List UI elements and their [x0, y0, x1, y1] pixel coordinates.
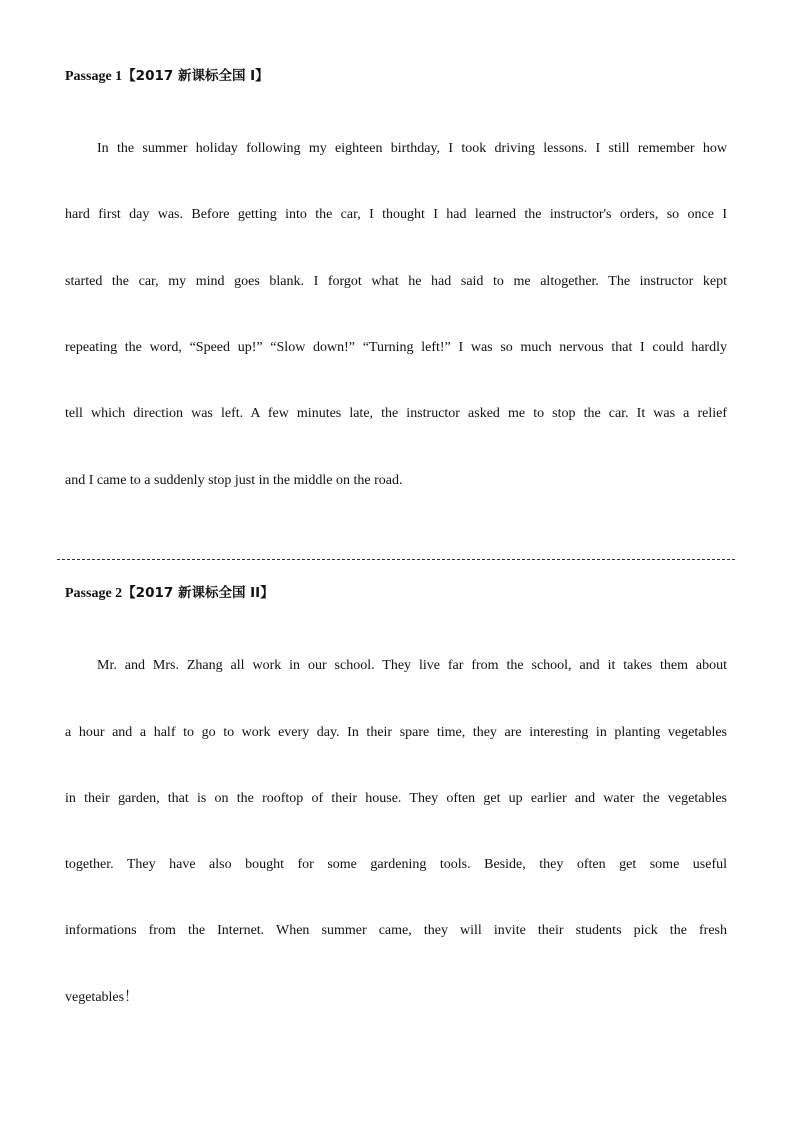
passage-1-line: In the summer holiday following my eighteen birthday, I took driving lessons. I still remember how	[97, 141, 727, 156]
passage-1-line: tell which direction was left. A few minutes late, the instructor asked me to stop the car. It was a relief	[65, 406, 727, 421]
passage-2-line: a hour and a half to go to work every day. In their spare time, they are interesting in planting vegetables	[65, 725, 727, 740]
passage-2-line: in their garden, that is on the rooftop of their house. They often get up earlier and water the vegetables	[65, 791, 727, 806]
passage-2-source-tag: 【2017 新课标全国 II】	[122, 585, 274, 601]
passage-2-line: vegetables！	[65, 990, 139, 1005]
passage-1-line: started the car, my mind goes blank. I forgot what he had said to me altogether. The instructor kept	[65, 274, 727, 289]
passage-2-line: informations from the Internet. When summer came, they will invite their students pick the fresh	[65, 923, 727, 938]
passage-1-line: and I came to a suddenly stop just in the middle on the road.	[65, 473, 403, 488]
passage-1-heading	[65, 67, 269, 86]
passage-1-source-tag: 【2017 新课标全国 I】	[122, 68, 269, 84]
dashed-divider	[57, 559, 735, 560]
passage-1-line: hard first day was. Before getting into the car, I thought I had learned the instructor's orders, so once I	[65, 207, 727, 222]
passage-2-line: Mr. and Mrs. Zhang all work in our school. They live far from the school, and it takes them about	[97, 658, 727, 673]
passage-2-heading	[65, 584, 274, 603]
passage-2-title: Passage 2	[65, 586, 123, 601]
passage-2-line: together. They have also bought for some gardening tools. Beside, they often get some useful	[65, 857, 727, 872]
passage-1-line: repeating the word, “Speed up!” “Slow down!” “Turning left!” I was so much nervous that I could hardly	[65, 340, 727, 355]
passage-1-title: Passage 1	[65, 69, 123, 84]
